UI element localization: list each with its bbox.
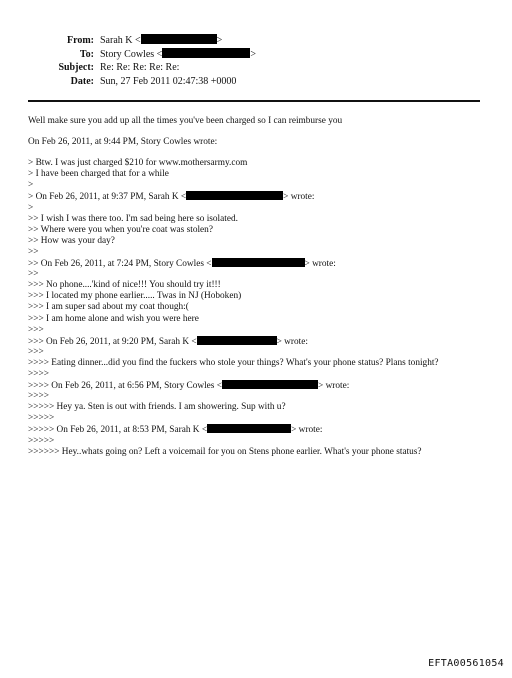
subject-label: Subject: xyxy=(58,62,94,74)
quote-line: >> I wish I was there too. I'm sad being here so isolated. xyxy=(28,213,238,224)
quote-line: >> Where were you when you're coat was stolen? xyxy=(28,224,213,235)
quote-line: >> xyxy=(28,269,39,280)
from-close: > xyxy=(216,35,223,46)
quote-line: > Btw. I was just charged $210 for www.mothersarmy.com xyxy=(28,158,248,169)
redaction-block xyxy=(207,424,291,433)
email-header xyxy=(0,34,512,88)
quote-line: >>> I located my phone earlier..... Twas in NJ (Hoboken) xyxy=(28,291,242,302)
from-row xyxy=(0,34,512,48)
attribution-text: > On Feb 26, 2011, at 9:37 PM, Sarah K < xyxy=(28,192,187,203)
subject-row xyxy=(0,61,512,75)
attribution-suffix: > wrote: xyxy=(318,381,350,392)
quote-attribution xyxy=(28,380,488,391)
attribution-suffix: > wrote: xyxy=(304,259,336,270)
email-body xyxy=(28,116,488,458)
attribution-suffix: > wrote: xyxy=(291,425,323,436)
redaction-block xyxy=(197,336,277,345)
from-value xyxy=(100,34,222,48)
redaction-block xyxy=(141,34,217,44)
quote-line: > I have been charged that for a while xyxy=(28,169,169,180)
quote-line: >>>>> xyxy=(28,413,55,424)
quote-line: >>> I am home alone and wish you were here xyxy=(28,313,199,324)
quote-line: >>>>> Hey ya. Sten is out with friends. I am showering. Sup with u? xyxy=(28,402,286,413)
quote-line: >>> xyxy=(28,324,44,335)
date-row xyxy=(0,75,512,89)
to-row xyxy=(0,48,512,62)
quote-attribution xyxy=(28,191,488,202)
subject-value: Re: Re: Re: Re: Re: xyxy=(100,62,180,74)
quote-line: > xyxy=(28,202,34,213)
quote-attribution xyxy=(28,336,488,347)
attribution-suffix: > wrote: xyxy=(283,192,315,203)
attribution-text: >>>>> On Feb 26, 2011, at 8:53 PM, Sarah K < xyxy=(28,425,208,436)
to-name: Story Cowles < xyxy=(100,48,163,60)
quote-line: >> xyxy=(28,246,39,257)
quote-line: >>> No phone....'kind of nice!!! You should try it!!! xyxy=(28,280,221,291)
quote-line: >>>>> xyxy=(28,435,55,446)
quote-line: >>> xyxy=(28,346,44,357)
to-label: To: xyxy=(79,48,94,60)
from-name: Sarah K < xyxy=(100,35,141,46)
document-id: EFTA00561054 xyxy=(428,658,504,669)
date-label: Date: xyxy=(70,75,94,87)
quote-line: >>> I am super sad about my coat though:( xyxy=(28,302,189,313)
attribution-text: >> On Feb 26, 2011, at 7:24 PM, Story Cowles < xyxy=(28,259,212,270)
attribution-text: >>>> On Feb 26, 2011, at 6:56 PM, Story Cowles < xyxy=(28,381,222,392)
redaction-block xyxy=(212,258,305,267)
redaction-block xyxy=(222,380,318,389)
quote-line: > xyxy=(28,180,34,191)
quote-attribution xyxy=(28,258,488,269)
date-value: Sun, 27 Feb 2011 02:47:38 +0000 xyxy=(100,75,237,87)
quote-line: >>>> Eating dinner...did you find the fuckers who stole your things? What's your phone status? Plans tonight? xyxy=(28,357,439,368)
redaction-block xyxy=(162,48,250,58)
header-divider xyxy=(28,100,480,102)
attribution-line: On Feb 26, 2011, at 9:44 PM, Story Cowles wrote: xyxy=(28,137,218,148)
to-value xyxy=(100,48,256,62)
to-close: > xyxy=(250,48,256,60)
from-label: From: xyxy=(66,35,94,46)
attribution-text: >>> On Feb 26, 2011, at 9:20 PM, Sarah K < xyxy=(28,336,197,347)
redaction-block xyxy=(186,191,283,200)
quote-attribution xyxy=(28,424,488,435)
attribution-suffix: > wrote: xyxy=(276,336,308,347)
quote-line: >> How was your day? xyxy=(28,235,115,246)
quote-line: >>>>>> Hey..whats going on? Left a voicemail for you on Stens phone earlier. What's your phone status? xyxy=(28,446,422,457)
body-line: Well make sure you add up all the times you've been charged so I can reimburse you xyxy=(28,116,343,126)
quote-line: >>>> xyxy=(28,368,49,379)
quote-line: >>>> xyxy=(28,391,49,402)
